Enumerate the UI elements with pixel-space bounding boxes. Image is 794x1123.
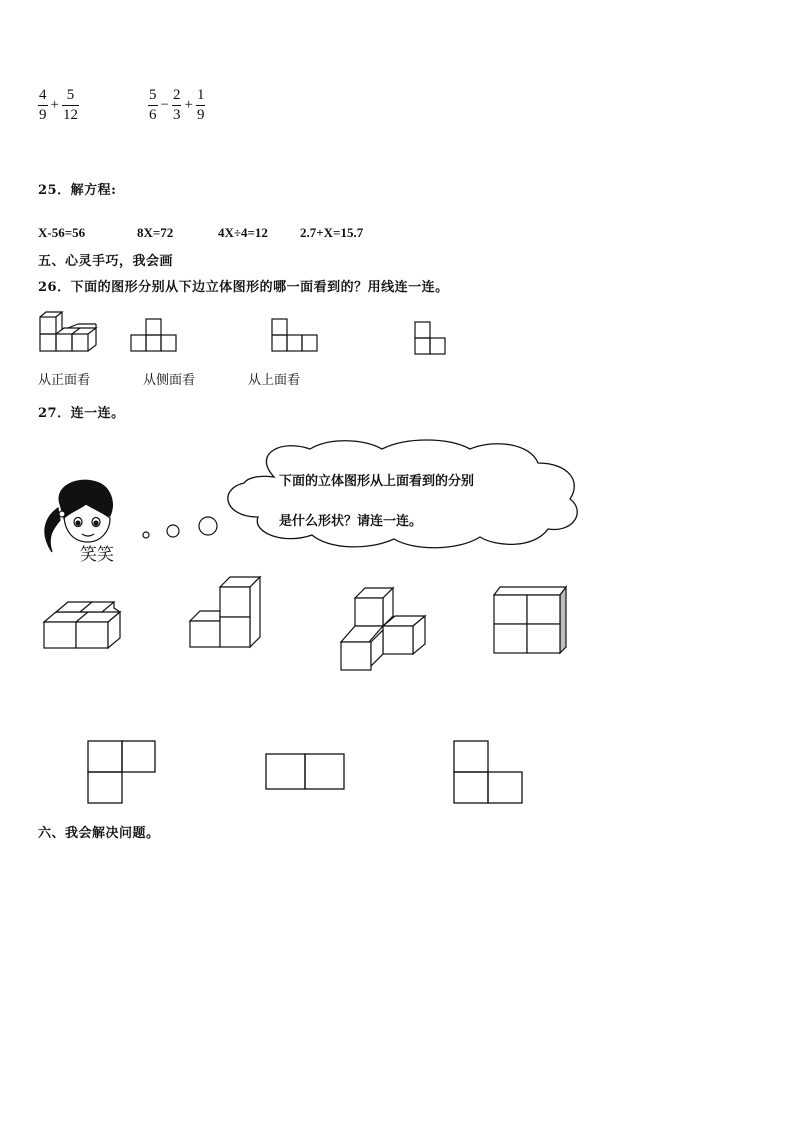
fraction-expression-2: [148, 88, 205, 123]
fraction: [148, 88, 158, 123]
fraction: [38, 88, 48, 123]
numerator: 2: [172, 87, 181, 103]
q27-solid-figure-1: [42, 594, 124, 650]
view-label-top: 从上面看: [248, 373, 301, 388]
denominator: 6: [149, 107, 157, 123]
q27-solid-figure-2: [188, 575, 264, 649]
numerator: 5: [149, 87, 157, 103]
section-5-title: 五、心灵手巧，我会画: [38, 254, 174, 269]
q27-solid-figure-4: [490, 585, 570, 657]
fraction: [196, 88, 206, 123]
thought-bubble-dots: [140, 514, 220, 544]
denominator: 3: [172, 107, 181, 123]
equation-2: 8X=72: [137, 225, 174, 240]
denominator: 9: [39, 107, 47, 123]
operator: +: [184, 97, 193, 113]
character-name: 笑笑: [80, 545, 114, 565]
q26-view-b: [271, 318, 319, 352]
question-25-title: 25．解方程:: [38, 183, 117, 198]
numerator: 5: [66, 87, 75, 103]
q27-top-view-2: [265, 753, 347, 791]
equation-4: 2.7+X=15.7: [300, 225, 364, 240]
denominator: 12: [62, 107, 78, 123]
equation-1: X-56=56: [38, 225, 86, 240]
question-27-title: 27．连一连。: [38, 406, 125, 421]
operator: −: [160, 97, 169, 113]
equation-3: 4X÷4=12: [218, 225, 268, 240]
fraction: [62, 88, 79, 123]
section-6-title: 六、我会解决问题。: [38, 826, 160, 841]
q26-view-a: [130, 318, 178, 352]
q27-top-view-1: [87, 740, 157, 804]
bubble-text-line-2: 是什么形状？请连一连。: [279, 514, 423, 529]
numerator: 4: [39, 87, 47, 103]
operator: +: [50, 97, 59, 113]
denominator: 9: [196, 107, 205, 123]
q26-solid-figure: [38, 308, 102, 354]
fraction-expression-1: [38, 88, 79, 123]
speech-cloud: [218, 437, 584, 553]
view-label-side: 从侧面看: [143, 373, 196, 388]
fraction: [172, 88, 182, 123]
q27-solid-figure-3: [339, 586, 429, 672]
q26-view-c: [414, 321, 448, 355]
question-26-title: 26．下面的图形分别从下边立体图形的哪一面看到的？用线连一连。: [38, 280, 449, 295]
bubble-text-line-1: 下面的立体图形从上面看到的分别: [279, 474, 475, 489]
numerator: 1: [196, 87, 205, 103]
q27-top-view-3: [453, 740, 525, 804]
view-label-front: 从正面看: [38, 373, 91, 388]
